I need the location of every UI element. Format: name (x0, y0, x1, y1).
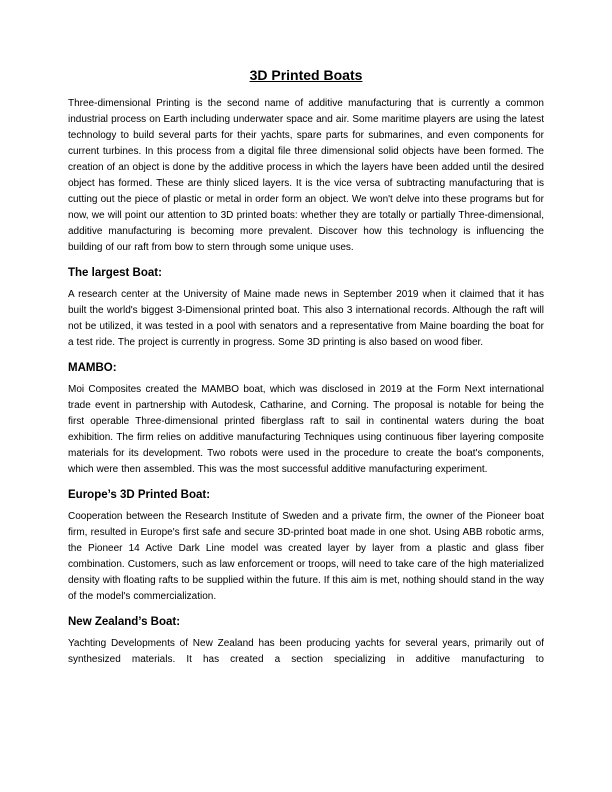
section-heading-europe: Europe’s 3D Printed Boat: (68, 489, 211, 501)
section-paragraph-largest-boat: A research center at the University of Maine made news in September 2019 when it claimed that it has built the world's biggest 3-Dimensional printed boat. This also 3 international records. Although the raft will not be utilized, it was tested in a pool with senators and a representative from Maine boarding the boat for a test ride. The project is currently in progress. Some 3D printing is also based on wood fiber. (68, 289, 544, 348)
section-heading-new-zealand: New Zealand’s Boat: (68, 616, 181, 628)
section-heading-mambo: MAMBO: (68, 362, 117, 374)
section-paragraph-europe: Cooperation between the Research Institute of Sweden and a private firm, the owner of the Pioneer boat firm, resulted in Europe's first safe and secure 3D-printed boat made in one shot. Using ABB robotic arms, the Pioneer 14 Active Dark Line model was created layer by layer from a plastic and glass fiber combination. Customers, such as law enforcement or troops, will need to take care of the high materialized density with floating rafts to be supplied within the future. If this aim is met, nothing should stand in the way of the model's commercialization. (68, 511, 544, 602)
section-paragraph-mambo: Moi Composites created the MAMBO boat, which was disclosed in 2019 at the Form Next international trade event in partnership with Autodesk, Catharine, and Corning. The proposal is notable for being the first operable Three-dimensional printed fiberglass raft to sail in continental waters during the boat exhibition. The firm relies on additive manufacturing Techniques using continuous fiber layering composite materials for its development. Two robots were used in the procedure to create the boat's components, which were then assembled. This was the most successful additive manufacturing experiment. (68, 384, 544, 475)
document-title: 3D Printed Boats (249, 67, 363, 83)
section-heading-largest-boat: The largest Boat: (68, 267, 162, 279)
section-paragraph-new-zealand: Yachting Developments of New Zealand has been producing yachts for several years, primarily out of synthesized materials. It has created a section specializing in additive manufacturing to (68, 638, 544, 665)
intro-paragraph: Three-dimensional Printing is the second name of additive manufacturing that is currently a common industrial process on Earth including underwater space and air. Some maritime players are using the latest technology to build several parts for their yachts, spare parts for submarines, and even components for current turbines. In this process from a digital file three dimensional solid objects have been formed. The creation of an object is done by the additive process in which the layers have been added until the desired object has formed. These are thinly sliced layers. It is the vice versa of subtracting manufacturing that is cutting out the piece of plastic or metal in order form an object. We won't delve into these programs but for now, we will point our attention to 3D printed boats: whether they are totally or partially Three-dimensional, additive manufacturing is becoming more prevalent. Discover how this technology is influencing the building of our raft from bow to stern through some unique uses. (68, 98, 544, 253)
